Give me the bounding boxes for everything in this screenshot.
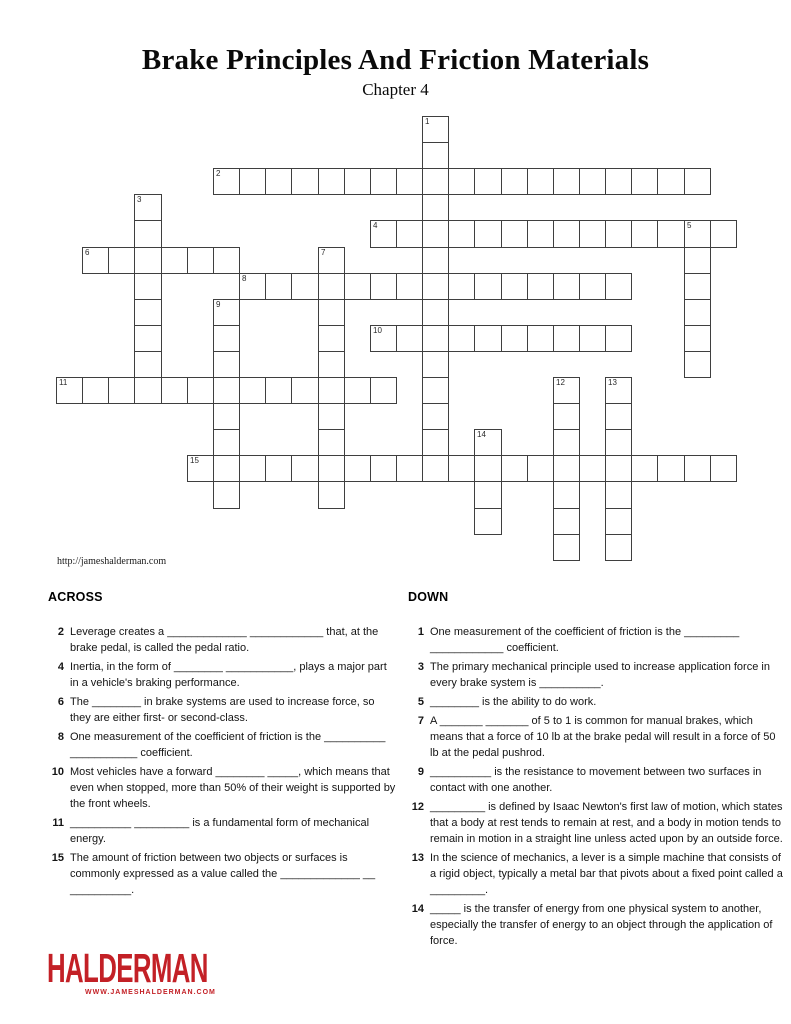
cell-number: 11: [59, 378, 68, 387]
grid-cell: [501, 273, 528, 300]
cell-number: 14: [477, 430, 486, 439]
grid-cell: [318, 481, 345, 509]
grid-cell: [579, 220, 606, 248]
clue-item: [44, 764, 396, 812]
cell-number: 5: [687, 221, 692, 230]
grid-cell: [213, 299, 240, 326]
grid-cell: [370, 273, 397, 300]
grid-cell: [422, 247, 449, 274]
grid-cell: [553, 455, 580, 482]
grid-cell: [631, 220, 658, 248]
grid-cell: [396, 273, 423, 300]
clue-text: _________ is defined by Isaac Newton's first law of motion, which states that a body at rest tends to remain at rest, and a body in motion tends to remain in motion in a straight line unless acted upon by an outside force.: [430, 801, 783, 845]
clue-item: [404, 799, 786, 847]
down-section: [404, 590, 786, 952]
grid-cell: [684, 220, 711, 248]
source-url-note: http://jameshalderman.com: [57, 556, 167, 567]
grid-cell: [134, 220, 162, 248]
grid-cell: [553, 429, 580, 456]
clue-number: 9: [417, 766, 424, 778]
grid-cell: [213, 455, 240, 482]
grid-cell: [579, 455, 606, 482]
clue-item: [404, 850, 786, 898]
grid-cell: [396, 220, 423, 248]
grid-cell: [579, 273, 606, 300]
clue-text: One measurement of the coefficient of friction is the _________ ____________ coefficient.: [430, 626, 740, 654]
clue-text: The amount of friction between two objects or surfaces is commonly expressed as a value called the _____________ __ __________.: [70, 852, 376, 896]
grid-cell: [213, 403, 240, 430]
down-clue-list: [404, 624, 786, 949]
page-subtitle: Chapter 4: [362, 80, 429, 99]
grid-cell: [187, 377, 214, 404]
grid-cell: [553, 377, 580, 404]
cell-number: 13: [608, 378, 617, 387]
halderman-logo: [47, 945, 267, 1000]
grid-cell: [553, 168, 580, 195]
grid-cell: [501, 325, 528, 352]
grid-cell: [553, 220, 580, 248]
grid-cell: [605, 534, 632, 561]
grid-cell: [684, 247, 711, 274]
grid-cell: [265, 377, 292, 404]
grid-cell: [108, 247, 135, 274]
clue-item: [44, 694, 396, 726]
clue-text: __________ _________ is a fundamental form of mechanical energy.: [70, 817, 370, 845]
grid-cell: [605, 455, 632, 482]
grid-cell: [344, 377, 371, 404]
grid-cell: [213, 481, 240, 509]
clue-text: _____ is the transfer of energy from one physical system to another, especially the transfer of energy to an object through the application of force.: [430, 903, 773, 947]
grid-cell: [370, 377, 397, 404]
grid-cell: [631, 455, 658, 482]
grid-cell: [501, 220, 528, 248]
grid-cell: [239, 455, 266, 482]
grid-cell: [318, 455, 345, 482]
grid-cell: [422, 194, 449, 221]
grid-cell: [396, 455, 423, 482]
grid-cell: [684, 299, 711, 326]
clue-number: 6: [57, 696, 64, 708]
clue-number: 13: [411, 852, 424, 864]
cell-number: 9: [216, 300, 221, 309]
grid-cell: [657, 455, 685, 482]
grid-cell: [710, 220, 737, 248]
grid-cell: [134, 351, 162, 378]
grid-cell: [527, 168, 554, 195]
grid-cell: [631, 168, 658, 195]
grid-cell: [553, 325, 580, 352]
grid-cell: [370, 220, 397, 248]
grid-cell: [605, 481, 632, 509]
grid-cell: [213, 325, 240, 352]
grid-cell: [370, 168, 397, 195]
grid-cell: [213, 247, 240, 274]
grid-cell: [605, 403, 632, 430]
clue-number: 1: [417, 626, 424, 638]
cell-number: 4: [373, 221, 378, 230]
grid-cell: [318, 377, 345, 404]
grid-cell: [318, 168, 345, 195]
grid-cell: [291, 273, 319, 300]
grid-cell: [187, 455, 214, 482]
clue-text: The ________ in brake systems are used to increase force, so they are either first- or second-class.: [70, 696, 375, 724]
clue-text: One measurement of the coefficient of friction is the __________ ___________ coefficient.: [70, 731, 386, 759]
grid-cell: [291, 377, 319, 404]
clue-text: __________ is the resistance to movement between two surfaces in contact with one another.: [430, 766, 762, 794]
down-heading: DOWN: [408, 590, 449, 604]
clue-text: Most vehicles have a forward ________ _____, which means that even when stopped, more than 50% of their weight is supported by the front wheels.: [70, 766, 396, 810]
clue-item: [404, 764, 786, 796]
grid-cell: [82, 377, 109, 404]
cell-number: 1: [425, 117, 430, 126]
grid-cell: [474, 168, 502, 195]
grid-cell: [422, 273, 449, 300]
grid-cell: [134, 247, 162, 274]
clue-number: 10: [51, 766, 64, 778]
grid-cell: [553, 481, 580, 509]
grid-cell: [527, 325, 554, 352]
grid-cell: [265, 273, 292, 300]
grid-cell: [82, 247, 109, 274]
grid-cell: [474, 455, 502, 482]
clue-number: 5: [417, 696, 424, 708]
grid-cell: [239, 377, 266, 404]
grid-cell: [657, 168, 685, 195]
grid-cell: [448, 168, 475, 195]
grid-cell: [265, 168, 292, 195]
clue-number: 7: [417, 715, 424, 727]
logo-text: HALDERMAN: [47, 945, 208, 991]
grid-cell: [134, 273, 162, 300]
grid-cell: [318, 325, 345, 352]
grid-cell: [422, 220, 449, 248]
grid-cell: [684, 351, 711, 378]
grid-cell: [318, 247, 345, 274]
grid-cell: [213, 351, 240, 378]
grid-cell: [213, 377, 240, 404]
grid-cell: [318, 403, 345, 430]
grid-cell: [605, 325, 632, 352]
cell-number: 12: [556, 378, 565, 387]
clue-item: [44, 850, 396, 898]
grid-cell: [134, 299, 162, 326]
grid-cell: [291, 168, 319, 195]
grid-cell: [474, 429, 502, 456]
grid-cell: [474, 325, 502, 352]
grid-cell: [422, 403, 449, 430]
clue-text: In the science of mechanics, a lever is a simple machine that consists of a rigid object, typically a metal bar that pivots about a fixed point called a _________.: [430, 852, 783, 896]
grid-cell: [474, 220, 502, 248]
cell-number: 6: [85, 248, 90, 257]
grid-cell: [134, 377, 162, 404]
grid-cell: [448, 220, 475, 248]
grid-cell: [553, 534, 580, 561]
grid-cell: [422, 168, 449, 195]
grid-cell: [134, 194, 162, 221]
grid-cell: [527, 220, 554, 248]
grid-cell: [605, 168, 632, 195]
grid-cell: [527, 273, 554, 300]
across-section: [44, 590, 396, 901]
cell-number: 10: [373, 326, 382, 335]
clue-item: [44, 659, 396, 691]
clue-text: ________ is the ability to do work.: [430, 696, 597, 708]
cell-number: 2: [216, 169, 221, 178]
grid-cell: [710, 455, 737, 482]
grid-cell: [422, 142, 449, 169]
grid-cell: [579, 168, 606, 195]
grid-cell: [56, 377, 83, 404]
grid-cell: [370, 325, 397, 352]
grid-cell: [501, 455, 528, 482]
grid-cell: [291, 455, 319, 482]
grid-cell: [422, 299, 449, 326]
grid-cell: [605, 508, 632, 535]
clue-item: [44, 624, 396, 656]
across-clue-list: [44, 624, 396, 898]
clue-number: 8: [57, 731, 64, 743]
clue-number: 15: [51, 852, 64, 864]
grid-cell: [213, 429, 240, 456]
grid-cell: [318, 299, 345, 326]
page-title: Brake Principles And Friction Materials: [141, 44, 650, 76]
grid-cell: [108, 377, 135, 404]
grid-cell: [474, 508, 502, 535]
grid-cell: [684, 455, 711, 482]
grid-cell: [553, 508, 580, 535]
clue-number: 12: [411, 801, 424, 813]
clue-item: [404, 694, 786, 710]
clue-item: [404, 659, 786, 691]
grid-cell: [161, 377, 188, 404]
grid-cell: [553, 273, 580, 300]
clue-item: [44, 729, 396, 761]
clue-item: [44, 815, 396, 847]
grid-cell: [527, 455, 554, 482]
grid-cell: [134, 325, 162, 352]
grid-cell: [605, 429, 632, 456]
grid-cell: [239, 273, 266, 300]
grid-cell: [448, 455, 475, 482]
grid-cell: [448, 325, 475, 352]
grid-cell: [605, 273, 632, 300]
grid-cell: [422, 351, 449, 378]
cell-number: 3: [137, 195, 142, 204]
grid-cell: [318, 429, 345, 456]
grid-cell: [396, 325, 423, 352]
grid-cell: [422, 455, 449, 482]
clue-number: 4: [57, 661, 64, 673]
grid-cell: [161, 247, 188, 274]
grid-cell: [684, 325, 711, 352]
grid-cell: [318, 351, 345, 378]
grid-cell: [344, 273, 371, 300]
grid-cell: [579, 325, 606, 352]
grid-cell: [501, 168, 528, 195]
grid-cell: [474, 273, 502, 300]
grid-cell: [605, 220, 632, 248]
cell-number: 7: [321, 248, 326, 257]
grid-cell: [422, 325, 449, 352]
clue-text: A _______ _______ of 5 to 1 is common for manual brakes, which means that a force of 10 lb at the brake pedal will result in a force of 50 lb at the pedal pushrod.: [430, 715, 776, 759]
logo-url: WWW.JAMESHALDERMAN.COM: [85, 989, 216, 996]
clue-text: Leverage creates a _____________ ____________ that, at the brake pedal, is called the pedal ratio.: [70, 626, 379, 654]
grid-cell: [239, 168, 266, 195]
grid-cell: [684, 168, 711, 195]
grid-cell: [422, 377, 449, 404]
grid-cell: [474, 481, 502, 509]
grid-cell: [318, 273, 345, 300]
grid-cell: [265, 455, 292, 482]
clue-number: 14: [411, 903, 424, 915]
grid-cell: [344, 168, 371, 195]
grid-cell: [448, 273, 475, 300]
grid-cell: [187, 247, 214, 274]
grid-cell: [657, 220, 685, 248]
clue-text: The primary mechanical principle used to increase application force in every brake system is __________.: [430, 661, 770, 689]
clue-number: 11: [52, 817, 64, 829]
clue-item: [404, 624, 786, 656]
across-heading: ACROSS: [48, 590, 103, 604]
clue-text: Inertia, in the form of ________ ___________, plays a major part in a vehicle's braking performance.: [70, 661, 387, 689]
cell-number: 8: [242, 274, 247, 283]
grid-cell: [370, 455, 397, 482]
cell-number: 15: [190, 456, 199, 465]
grid-cell: [344, 455, 371, 482]
grid-cell: [422, 116, 449, 143]
clue-item: [404, 901, 786, 949]
clue-number: 2: [57, 626, 64, 638]
grid-cell: [605, 377, 632, 404]
grid-cell: [422, 429, 449, 456]
grid-cell: [396, 168, 423, 195]
grid-cell: [553, 403, 580, 430]
clue-item: [404, 713, 786, 761]
clue-number: 3: [417, 661, 424, 673]
grid-cell: [684, 273, 711, 300]
grid-cell: [213, 168, 240, 195]
